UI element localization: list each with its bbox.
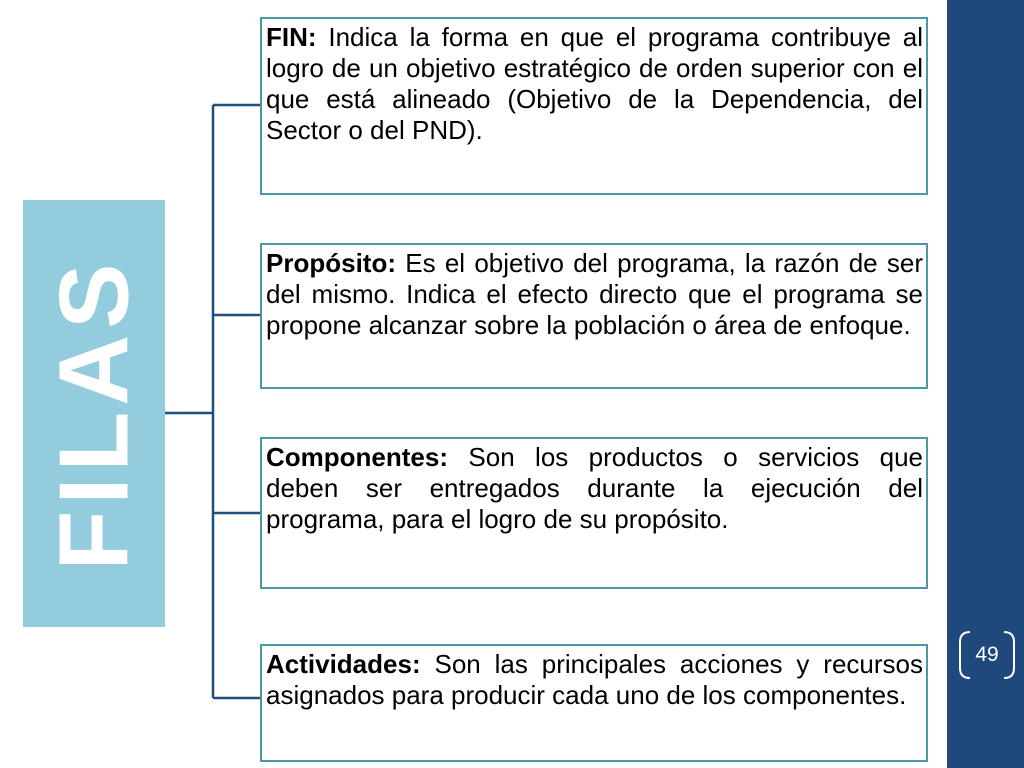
node-componentes (260, 437, 928, 589)
node-fin (260, 17, 928, 195)
node-fin-term: FIN: (266, 22, 317, 52)
node-proposito-term: Propósito: (266, 248, 396, 278)
node-actividades (260, 644, 928, 762)
node-actividades-text: Son las principales acciones y recursos asignados para producir cada uno de los componentes. (266, 649, 923, 710)
node-actividades-term: Actividades: (266, 649, 421, 679)
node-componentes-term: Componentes: (266, 442, 448, 472)
node-proposito (260, 243, 928, 389)
node-proposito-text: Es el objetivo del programa, la razón de ser del mismo. Indica el efecto directo que el programa se propone alcanzar sobre la población o área de enfoque. (266, 248, 923, 340)
node-componentes-text: Son los productos o servicios que deben ser entregados durante la ejecución del programa, para el logro de su propósito. (266, 442, 923, 534)
page-number: 49 (975, 643, 999, 666)
node-fin-text: Indica la forma en que el programa contribuye al logro de un objetivo estratégico de orden superior con el que está alineado (Objetivo de la Dependencia, del Sector o del PND). (266, 22, 923, 145)
root-node-label: FILAS (38, 256, 149, 571)
